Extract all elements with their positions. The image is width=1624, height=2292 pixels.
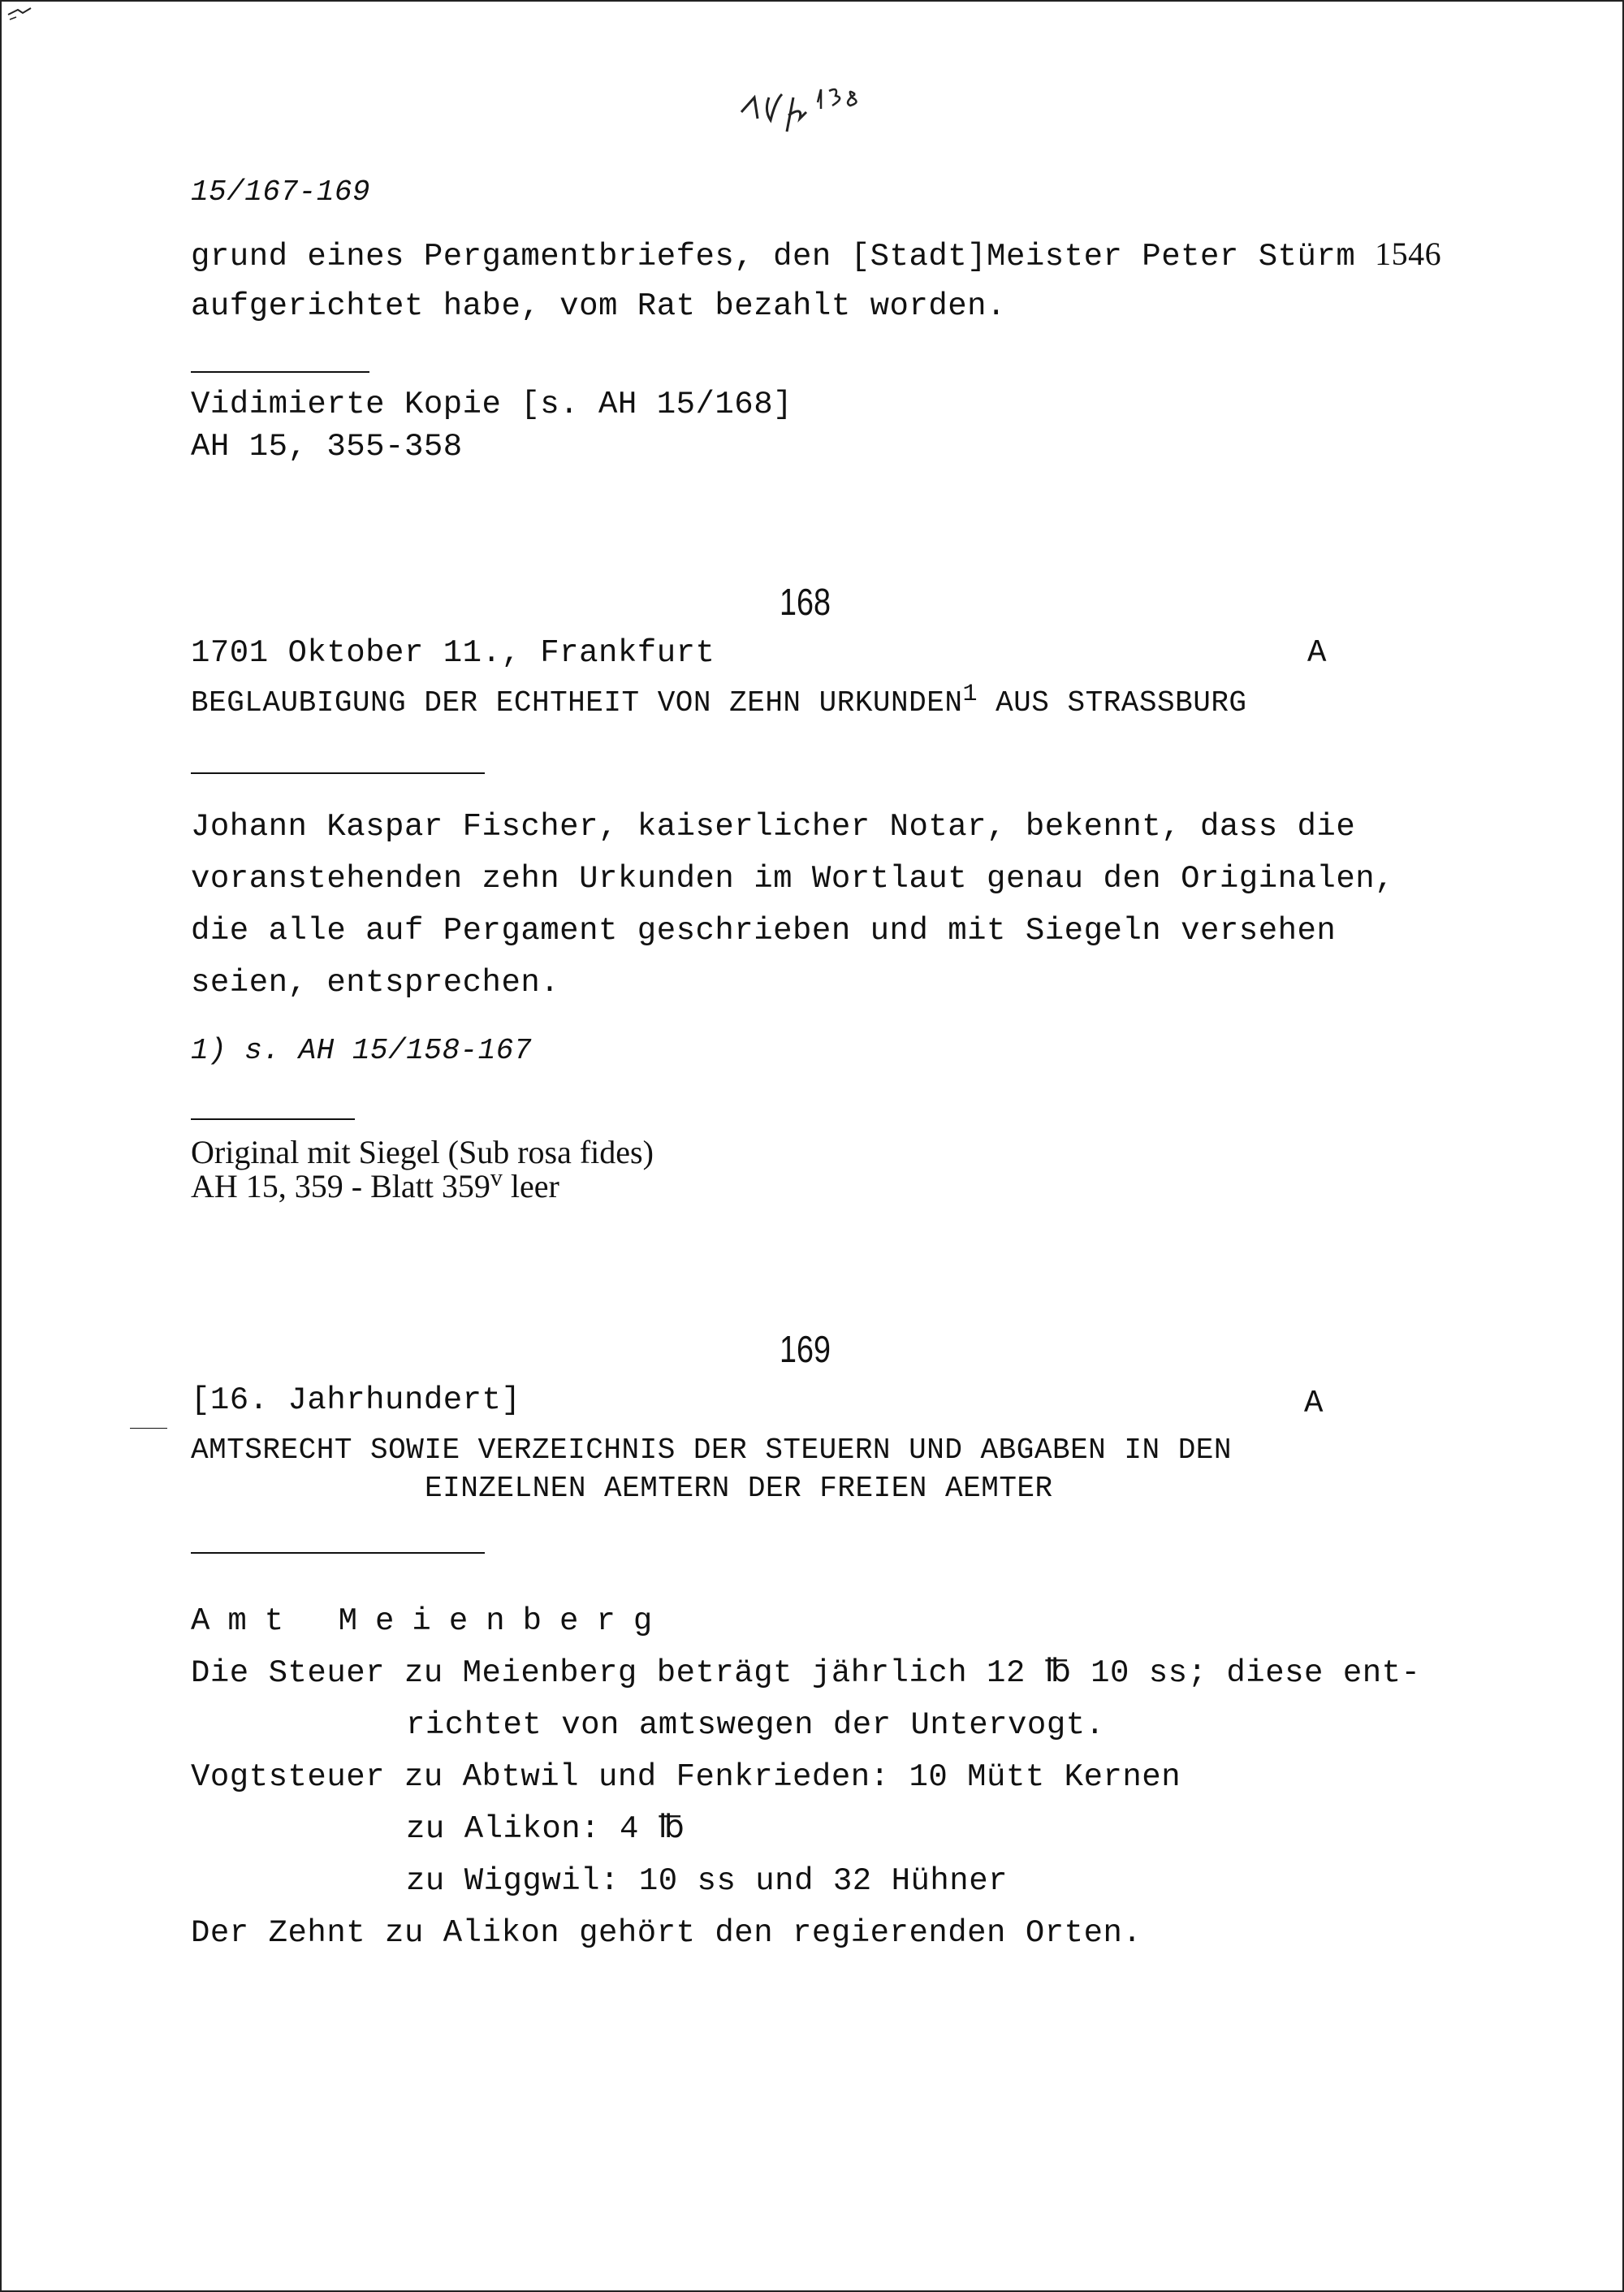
doc168-source-line-1: Original mit Siegel (Sub rosa fides) <box>191 1134 654 1170</box>
handwritten-page-number <box>736 73 891 138</box>
doc168-source-rest: leer <box>502 1168 559 1204</box>
doc168-source-text: AH 15, 359 - Blatt 359 <box>191 1168 490 1204</box>
doc169-line-5: zu Wiggwil: 10 ss und 32 Hühner <box>406 1863 1009 1899</box>
document-number-168: 168 <box>780 581 831 623</box>
doc168-title <box>191 677 1247 729</box>
section-heading-amt-meienberg: Amt Meienberg <box>191 1603 671 1639</box>
doc169-line-4: zu Alikon: 4 ℔ <box>406 1811 685 1847</box>
divider <box>191 1118 355 1120</box>
source-note-line-1: Vidimierte Kopie [s. AH 15/168] <box>191 387 793 422</box>
doc169-title-line-2: EINZELNEN AEMTERN DER FREIEN AEMTER <box>425 1472 1053 1505</box>
divider <box>191 772 485 774</box>
doc169-marker: A <box>1304 1386 1324 1421</box>
continuation-line-2: aufgerichtet habe, vom Rat bezahlt worden. <box>191 288 1006 324</box>
doc168-verso-mark: v <box>490 1164 503 1191</box>
doc169-line-6: Der Zehnt zu Alikon gehört den regierenden Orten. <box>191 1915 1142 1951</box>
doc169-line-2: richtet von amtswegen der Untervogt. <box>406 1707 1105 1743</box>
document-number-169: 169 <box>780 1328 831 1370</box>
divider <box>191 371 369 373</box>
doc168-body-line-2: voranstehenden zehn Urkunden im Wortlaut genau den Originalen, <box>191 861 1395 897</box>
doc168-body-line-3: die alle auf Pergament geschrieben und mit Siegeln versehen <box>191 913 1337 949</box>
divider <box>191 1552 485 1554</box>
doc168-date-place: 1701 Oktober 11., Frankfurt <box>191 635 715 671</box>
header-reference: 15/167-169 <box>191 175 371 209</box>
doc168-source-line-2 <box>191 1164 559 1204</box>
continuation-text-1: grund eines Pergamentbriefes, den [Stadt]Meister Peter Stürm <box>191 239 1356 275</box>
continuation-line-1 <box>191 228 1441 283</box>
continuation-year: 1546 <box>1375 236 1442 272</box>
doc168-title-rest: AUS STRASSBURG <box>977 686 1247 720</box>
scan-corner-mark <box>6 5 55 24</box>
doc168-marker: A <box>1307 635 1327 671</box>
doc168-title-text: BEGLAUBIGUNG DER ECHTHEIT VON ZEHN URKUNDEN <box>191 686 963 720</box>
doc169-line-3: Vogtsteuer zu Abtwil und Fenkrieden: 10 Mütt Kernen <box>191 1759 1181 1795</box>
doc168-body-line-1: Johann Kaspar Fischer, kaiserlicher Notar, bekennt, dass die <box>191 809 1356 845</box>
doc169-title-line-1: AMTSRECHT SOWIE VERZEICHNIS DER STEUERN UND ABGABEN IN DEN <box>191 1434 1233 1467</box>
doc169-date: [16. Jahrhundert] <box>191 1382 521 1418</box>
doc168-footnote: 1) s. AH 15/158-167 <box>191 1034 532 1067</box>
doc168-footnote-ref: 1 <box>962 681 978 708</box>
margin-mark <box>130 1428 167 1429</box>
doc169-line-1: Die Steuer zu Meienberg beträgt jährlich 12 ℔ 10 ss; diese ent- <box>191 1655 1421 1691</box>
source-note-line-2: AH 15, 355-358 <box>191 429 463 465</box>
doc168-body-line-4: seien, entsprechen. <box>191 965 560 1001</box>
